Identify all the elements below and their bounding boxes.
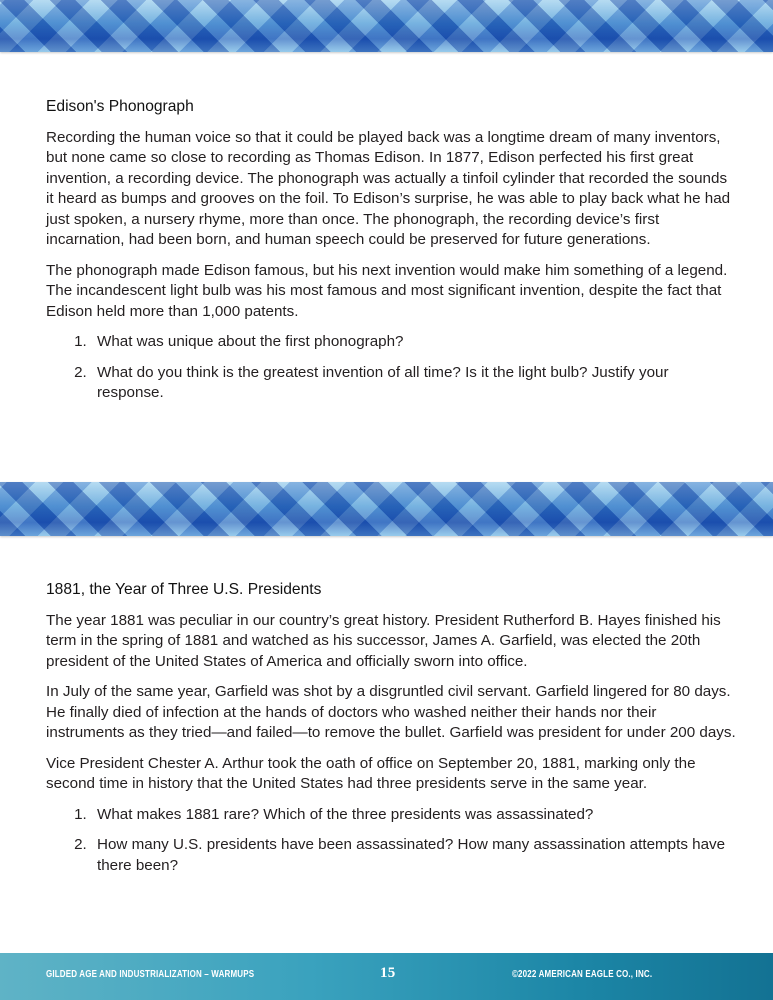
- decorative-banner-top: [0, 0, 773, 52]
- section-heading: Edison's Phonograph: [46, 98, 194, 115]
- paragraph: Recording the human voice so that it could be played back was a longtime dream of many inventors, but none came so close to recording as Thomas Edison. In 1877, Edison perfected his first great invention, a recording device. The phonograph was actually a tinfoil cylinder that recorded the sounds it heard as bumps and grooves on the foil. To Edison’s surprise, he was able to play back what he had just spoken, a nursery rhyme, more than once. The phonograph, the recording device’s first incarnation, had been born, and human speech could be preserved for future generations.: [46, 128, 731, 248]
- page-number: 15: [380, 965, 396, 981]
- question-item: 1. What was unique about the first phonograph?: [91, 332, 736, 353]
- question-item: 2. What do you think is the greatest invention of all time? Is it the light bulb? Justify your response.: [91, 363, 736, 404]
- paragraph: Vice President Chester A. Arthur took the oath of office on September 20, 1881, marking only the second time in history that the United States had three presidents serve in the same year.: [46, 754, 696, 792]
- page-footer: [0, 953, 773, 1000]
- decorative-banner-divider: [0, 482, 773, 536]
- section-heading: 1881, the Year of Three U.S. Presidents: [46, 581, 322, 598]
- question-list: [46, 332, 736, 404]
- question-list: [46, 805, 736, 877]
- paragraph: In July of the same year, Garfield was shot by a disgruntled civil servant. Garfield lingered for 80 days. He finally died of infection at the hands of doctors who washed neither their hands nor their instruments as they tried—and failed—to remove the bullet. Garfield was president for under 200 days.: [46, 683, 736, 741]
- section-edisons-phonograph: [46, 97, 736, 414]
- question-item: 2. How many U.S. presidents have been assassinated? How many assassination attempts have there been?: [91, 835, 736, 876]
- footer-book-title: GILDED AGE AND INDUSTRIALIZATION – WARMUPS: [46, 969, 255, 980]
- paragraph: The year 1881 was peculiar in our country’s great history. President Rutherford B. Hayes finished his term in the spring of 1881 and watched as his successor, James A. Garfield, was elected the 20th president of the United States of America and officially sworn into office.: [46, 611, 721, 670]
- section-three-presidents: [46, 580, 736, 886]
- paragraph: The phonograph made Edison famous, but his next invention would make him something of a legend. The incandescent light bulb was his most famous and most significant invention, despite the fact that Edison held more than 1,000 patents.: [46, 261, 728, 320]
- question-item: 1. What makes 1881 rare? Which of the three presidents was assassinated?: [91, 805, 736, 826]
- footer-copyright: ©2022 AMERICAN EAGLE CO., INC.: [512, 969, 653, 980]
